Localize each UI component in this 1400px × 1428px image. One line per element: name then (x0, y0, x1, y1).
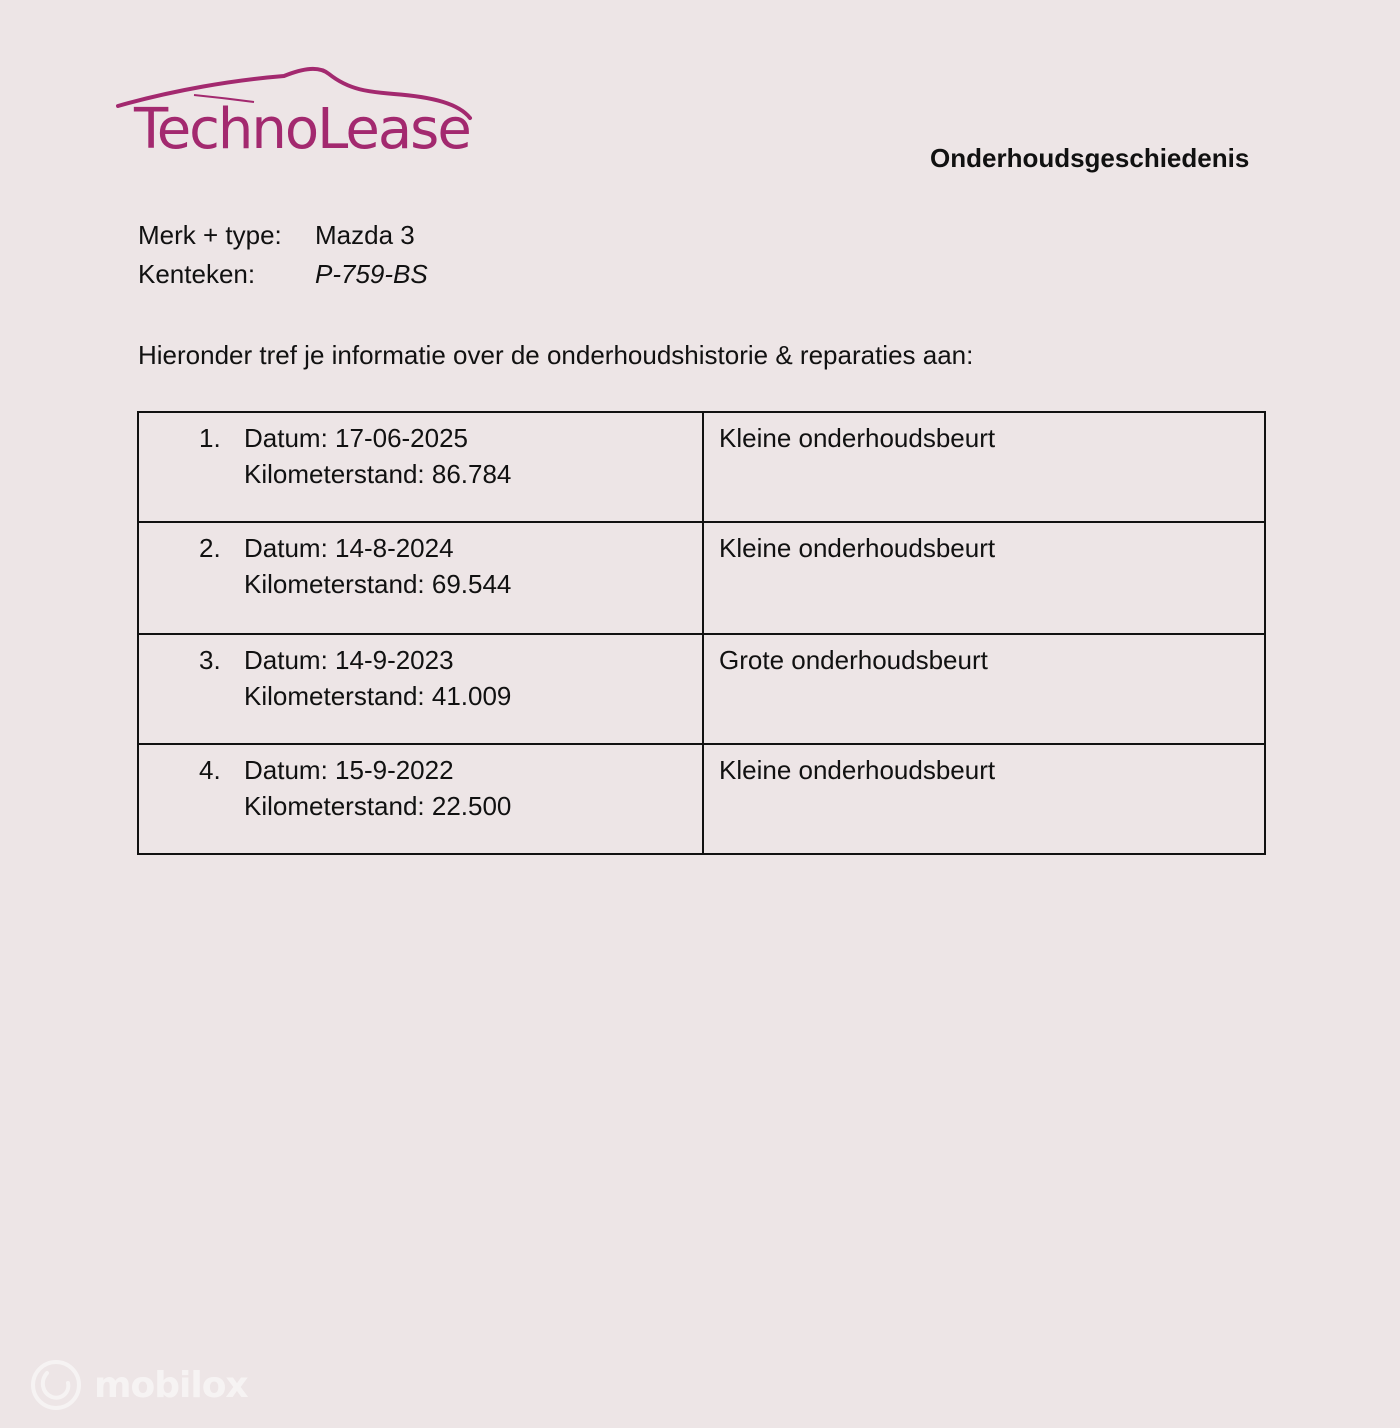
entry-number: 3. (199, 645, 221, 675)
entry-number: 1. (199, 423, 221, 453)
service-type: Kleine onderhoudsbeurt (719, 755, 996, 785)
entry-mileage: Kilometerstand: 41.009 (244, 681, 512, 711)
technolease-logo (114, 62, 484, 172)
mobilox-watermark (30, 1358, 248, 1412)
entry-number: 4. (199, 755, 221, 785)
service-cell (703, 744, 1265, 854)
entry-mileage: Kilometerstand: 86.784 (244, 459, 512, 489)
entry-date: Datum: 17-06-2025 (244, 423, 469, 453)
document-title: Onderhoudsgeschiedenis (930, 143, 1250, 173)
entry-number: 2. (199, 533, 221, 563)
service-type: Kleine onderhoudsbeurt (719, 423, 996, 453)
mobilox-logo-icon (30, 1359, 82, 1411)
brand-type-value: Mazda 3 (315, 220, 415, 250)
entry-mileage: Kilometerstand: 69.544 (244, 569, 512, 599)
service-type: Grote onderhoudsbeurt (719, 645, 988, 675)
brand-type-row (138, 220, 415, 251)
entry-cell (138, 412, 703, 522)
entry-cell (138, 744, 703, 854)
brand-type-label: Merk + type: (138, 220, 282, 250)
entry-mileage: Kilometerstand: 22.500 (244, 791, 512, 821)
plate-row (138, 259, 428, 290)
plate-value: P-759-BS (315, 259, 428, 289)
entry-date: Datum: 15-9-2022 (244, 755, 454, 785)
logo-wordmark: TechnoLease (134, 97, 470, 162)
table-row (138, 634, 1265, 744)
table-row (138, 744, 1265, 854)
service-cell (703, 522, 1265, 634)
watermark-text: mobilox (94, 1364, 248, 1406)
entry-cell (138, 634, 703, 744)
plate-label: Kenteken: (138, 259, 256, 289)
intro-text: Hieronder tref je informatie over de onderhoudshistorie & reparaties aan: (138, 340, 974, 370)
service-cell (703, 412, 1265, 522)
service-cell (703, 634, 1265, 744)
service-type: Kleine onderhoudsbeurt (719, 533, 996, 563)
table-row (138, 412, 1265, 522)
entry-date: Datum: 14-8-2024 (244, 533, 454, 563)
maintenance-history-table (137, 411, 1266, 855)
table-row (138, 522, 1265, 634)
entry-date: Datum: 14-9-2023 (244, 645, 454, 675)
entry-cell (138, 522, 703, 634)
